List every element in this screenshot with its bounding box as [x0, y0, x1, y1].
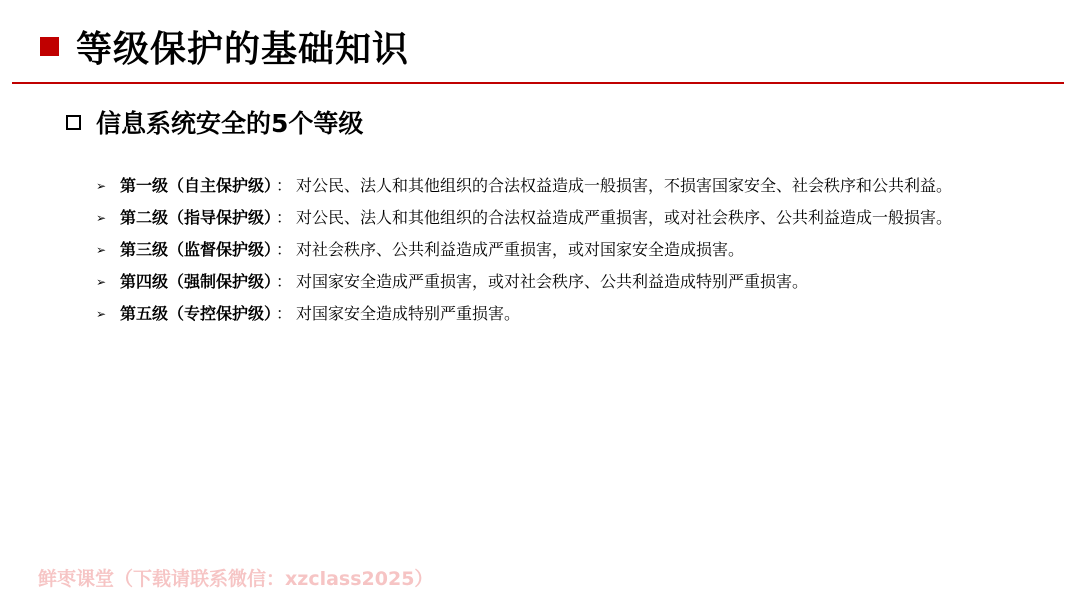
level-description: 对国家安全造成严重损害，或对社会秩序、公共利益造成特别严重损害。: [296, 272, 809, 291]
level-colon: ：: [276, 272, 293, 291]
list-item-level-5: [96, 298, 996, 330]
levels-list: [96, 170, 996, 330]
arrow-bullet-icon: ➢: [96, 179, 107, 193]
level-colon: ：: [276, 176, 293, 195]
section-heading: [66, 104, 363, 140]
level-name: 第二级（指导保护级）: [120, 208, 273, 227]
title-divider: [12, 82, 1064, 84]
slide-title-bar: [40, 18, 409, 74]
level-description: 对公民、法人和其他组织的合法权益造成严重损害，或对社会秩序、公共利益造成一般损害。: [296, 208, 953, 227]
hollow-square-icon: [66, 115, 81, 130]
level-description: 对公民、法人和其他组织的合法权益造成一般损害，不损害国家安全、社会秩序和公共利益。: [296, 176, 953, 195]
level-name: 第一级（自主保护级）: [120, 176, 273, 195]
arrow-bullet-icon: ➢: [96, 243, 107, 257]
level-colon: ：: [276, 208, 293, 227]
level-colon: ：: [276, 240, 293, 259]
level-colon: ：: [276, 304, 293, 323]
slide-title: 等级保护的基础知识: [76, 28, 410, 70]
list-item-level-2: [96, 202, 996, 234]
level-name: 第五级（专控保护级）: [120, 304, 273, 323]
list-item-level-3: [96, 234, 996, 266]
red-square-icon: [40, 37, 59, 56]
list-item-level-1: [96, 170, 996, 202]
arrow-bullet-icon: ➢: [96, 211, 107, 225]
level-description: 对社会秩序、公共利益造成严重损害，或对国家安全造成损害。: [296, 240, 745, 259]
arrow-bullet-icon: ➢: [96, 307, 107, 321]
level-name: 第三级（监督保护级）: [120, 240, 273, 259]
list-item-level-4: [96, 266, 996, 298]
watermark: 鲜枣课堂（下载请联系微信：xzclass2025）: [38, 568, 434, 590]
section-title: 信息系统安全的5个等级: [96, 109, 364, 138]
level-name: 第四级（强制保护级）: [120, 272, 273, 291]
level-description: 对国家安全造成特别严重损害。: [296, 304, 521, 323]
arrow-bullet-icon: ➢: [96, 275, 107, 289]
